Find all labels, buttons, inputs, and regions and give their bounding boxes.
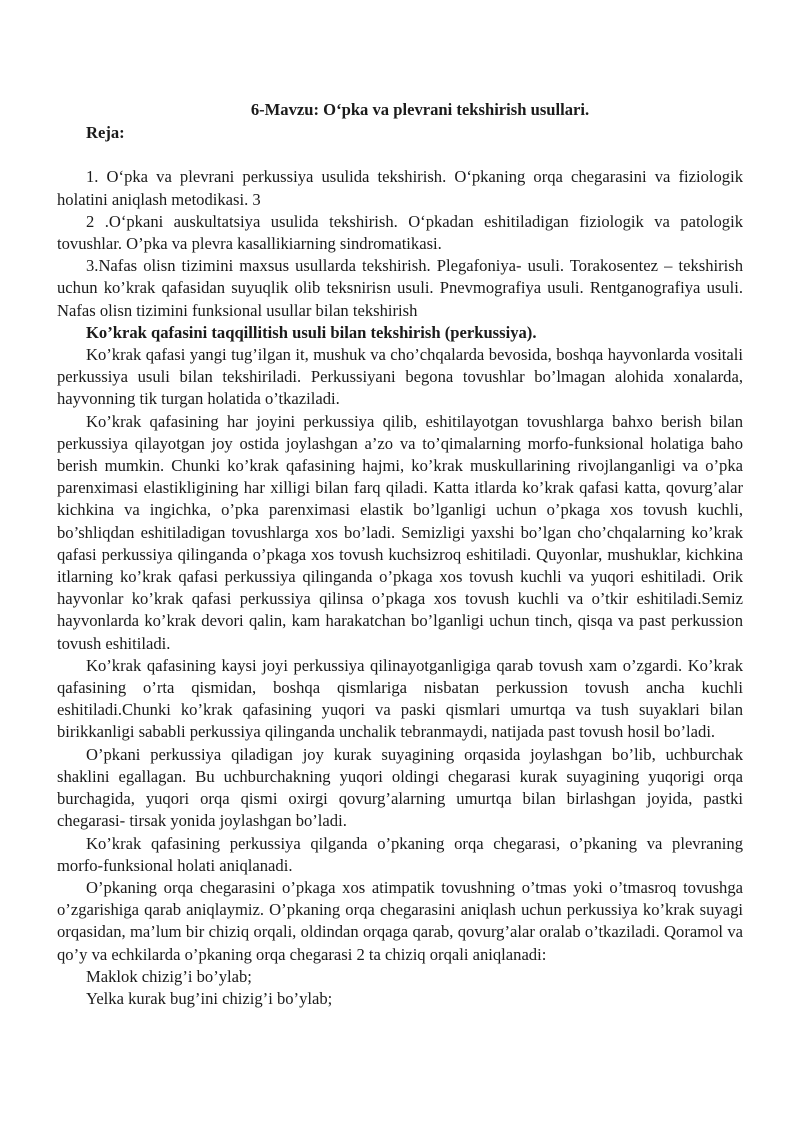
paragraph: O’pkaning orqa chegarasini o’pkaga xos atimpatik tovushning o’tmas yoki o’tmasroq tovushga o’zgarishiga qarab aniqlaymiz. O’pkaning orqa chegarasini aniqlash uchun perkussiya ko’krak suyagi orqasidan, ma’lum bir chiziq orqali, oldindan orqaga qarab, qovurg’alar oralab o’tkaziladi. Qoramol va qo’y va echkilarda o’pkaning orqa chegarasi 2 ta chiziq orqali aniqlanadi: (57, 877, 743, 964)
plan-label: Reja: (86, 123, 125, 143)
paragraph: Ko’krak qafasining har joyini perkussiya qilib, eshitilayotgan tovushlarga bahxo berish bilan perkussiya qilayotgan joy ostida joylashgan a’zo va to’qimalarning morfo-funksional holatiga baho berish mumkin. Chunki ko’krak qafasining hajmi, ko’krak muskullarining rivojlanganligi va o’pka parenximasi elastikligining har xilligi bilan farq qiladi. Katta itlarda ko’krak qafasi katta, qovurg’alar kichkina va ingichka, o’pka parenximasi elastik bo’lganligi uchun o’pkaga xos tovush kuchli, bo’shliqdan eshitiladigan tovushlarga xos bo’ladi. Semizligi yaxshi bo’lgan cho’chqalarning ko’krak qafasi perkussiya qilinganda o’pkaga xos tovush kuchsizroq eshitiladi. Quyonlar, mushuklar, kichkina itlarning ko’krak qafasi perkussiya qilinganda o’pkaga xos tovush kuchli va yuqori eshitiladi. Orik hayvonlar ko’krak qafasi perkussiya qilinsa o’pkaga xos tovush kuchli va o’tkir eshitiladi.Semiz hayvonlarda ko’krak devori qalin, kam harakatchan bo’lganligi uchun tinch, qisqa va past perkussion tovush eshitiladi. (57, 411, 743, 653)
body-text (57, 166, 743, 1010)
paragraph: Maklok chizig’i bo’ylab; (86, 966, 252, 986)
paragraph: 1. O‘pka va plevrani perkussiya usulida tekshirish. O‘pkaning orqa chegarasini va fiziologik holatini aniqlash metodikasi. 3 (57, 167, 743, 209)
document-page (57, 99, 743, 1010)
section-heading: Ko’krak qafasini taqqillitish usuli bilan tekshirish (perkussiya). (86, 322, 537, 342)
paragraph: Ko’krak qafasining kaysi joyi perkussiya qilinayotganligiga qarab tovush xam o’zgardi. Ko’krak qafasining o’rta qismidan, boshqa qismlariga nisbatan perkussion tovush ancha kuchli eshitiladi.Chunki ko’krak qafasining yuqori va paski qismlari umurtqa va tush suyaklari bilan birikkanligi sababli perkussiya qilinganda unchalik tebranmaydi, natijada past tovush hosil bo’ladi. (57, 655, 743, 742)
paragraph: O’pkani perkussiya qiladigan joy kurak suyagining orqasida joylashgan bo’lib, uchburchak shaklini egallagan. Bu uchburchakning yuqori oldingi chegarasi kurak suyagining yuqorigi orqa burchagida, yuqori orqa qismi oxirgi qovurg’alarning umurtqa bilan birlashgan joyida, pastki chegarasi- tirsak yonida joylashgan bo’ladi. (57, 744, 743, 831)
paragraph: Yelka kurak bug’ini chizig’i bo’ylab; (86, 988, 333, 1008)
paragraph: 3.Nafas olisn tizimini maxsus usullarda tekshirish. Plegafoniya- usuli. Torakosentez – tekshirish uchun ko’krak qafasidan suyuqlik olib teksnirisn usuli. Pnevmografiya usuli. Rentganografiya usuli. Nafas olisn tizimini funksional usullar bilan tekshirish (57, 256, 743, 320)
paragraph: 2 .O‘pkani auskultatsiya usulida tekshirish. O‘pkadan eshitiladigan fiziologik va patologik tovushlar. O’pka va plevra kasallikiarning sindromatikasi. (57, 211, 743, 254)
paragraph: Ko’krak qafasi yangi tug’ilgan it, mushuk va cho’chqalarda bevosida, boshqa hayvonlarda vositali perkussiya usuli bilan tekshiriladi. Perkussiyani begona tovushlar bo’lmagan alohida xonalarda, hayvonning tik turgan holatida o’tkaziladi. (57, 345, 743, 409)
paragraph: Ko’krak qafasining perkussiya qilganda o’pkaning orqa chegarasi, o’pkaning va plevraning morfo-funksional holati aniqlanadi. (57, 833, 743, 875)
page-title: 6-Mavzu: O‘pka va plevrani tekshirish usullari. (250, 100, 590, 119)
